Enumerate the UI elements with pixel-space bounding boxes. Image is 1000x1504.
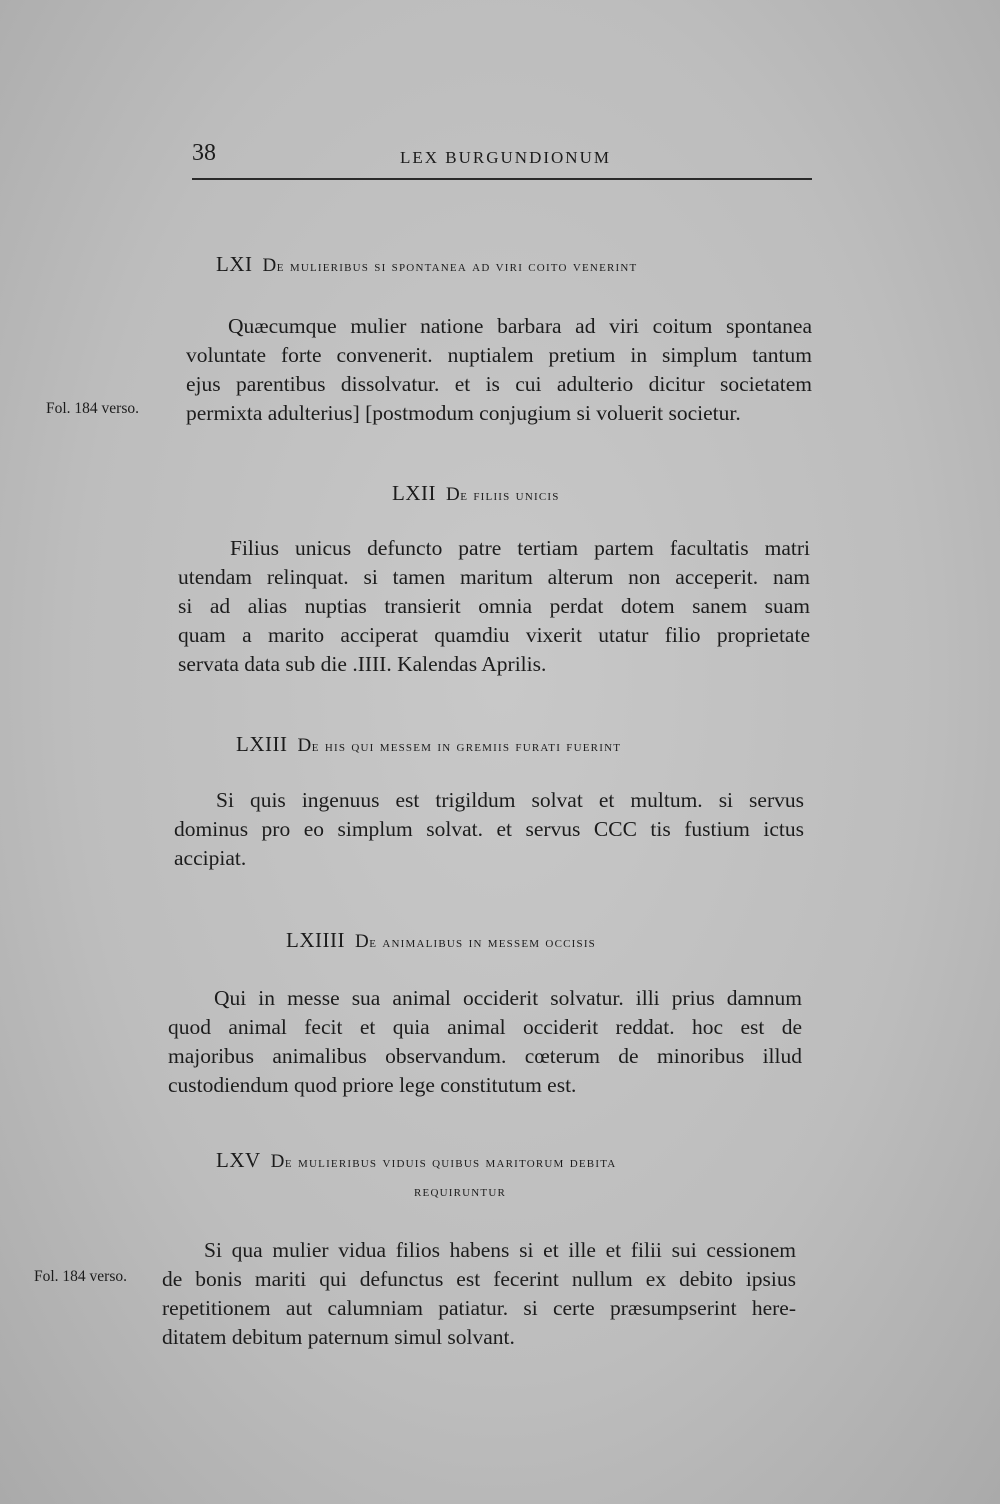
text-line: voluntate forte convenerit. nuptialem pretium in simplum tantum (186, 343, 812, 367)
section-heading-lxi (216, 252, 637, 277)
text-line: Quæcumque mulier natione barbara ad viri coitum spontanea (228, 314, 812, 338)
section-number: LXII (392, 481, 436, 505)
section-title: e mulieribus viduis quibus maritorum debita (284, 1154, 617, 1171)
section-text-lxii (178, 534, 810, 679)
margin-note: Fol. 184 verso. (34, 1268, 127, 1285)
section-heading-lxii (392, 481, 560, 506)
section-title-initial: D (270, 1151, 285, 1172)
text-line: repetitionem aut calumniam patiatur. si certe præsumpserint here- (162, 1296, 796, 1320)
text-line: Qui in messe sua animal occiderit solvatur. illi prius damnum (214, 986, 802, 1010)
text-line: servata data sub die .IIII. Kalendas Aprilis. (178, 652, 547, 676)
section-number: LXIIII (286, 928, 345, 952)
section-heading-lxv-line2 (414, 1180, 506, 1202)
section-title-initial: D (262, 255, 277, 276)
text-line: Si qua mulier vidua filios habens si et ille et filii sui cessionem (204, 1238, 796, 1262)
section-heading-lxv (216, 1148, 616, 1173)
text-line: dominus pro eo simplum solvat. et servus CCC tis fustium ictus (174, 817, 804, 841)
section-number: LXIII (236, 732, 288, 756)
text-line: ejus parentibus dissolvatur. et is cui adulterio dicitur societatem (186, 372, 812, 396)
section-title: e animalibus in messem occisis (369, 934, 596, 951)
section-title-initial: D (297, 735, 312, 756)
section-title-continuation: requiruntur (414, 1183, 507, 1200)
text-line: custodiendum quod priore lege constitutum est. (168, 1073, 577, 1097)
page-number: 38 (192, 140, 216, 166)
section-text-lxi (186, 312, 812, 428)
text-line: permixta adulterius] [postmodum conjugium si voluerit societur. (186, 401, 741, 425)
section-title: e filiis unicis (460, 487, 560, 504)
text-line: quod animal fecit et quia animal occiderit reddat. hoc est de (168, 1015, 802, 1039)
section-title: e mulieribus si spontanea ad viri coito venerint (276, 258, 638, 275)
header-rule (192, 178, 812, 180)
section-text-lxiiii (168, 984, 802, 1100)
text-line: Filius unicus defuncto patre tertiam partem facultatis matri (230, 536, 810, 560)
section-number: LXI (216, 252, 253, 276)
section-title: e his qui messem in gremiis furati fuerint (311, 738, 622, 755)
margin-note: Fol. 184 verso. (46, 400, 139, 417)
section-text-lxiii (174, 786, 804, 873)
section-title-initial: D (445, 484, 461, 505)
section-title-initial: D (354, 931, 370, 952)
running-title: LEX BURGUNDIONUM (400, 148, 611, 167)
section-heading-lxiiii (286, 928, 596, 953)
text-line: ditatem debitum paternum simul solvant. (162, 1325, 515, 1349)
section-heading-lxiii (236, 732, 621, 757)
text-line: majoribus animalibus observandum. cœterum de minoribus illud (168, 1044, 802, 1068)
text-line: de bonis mariti qui defunctus est fecerint nullum ex debito ipsius (162, 1267, 796, 1291)
text-line: accipiat. (174, 846, 247, 870)
section-number: LXV (216, 1148, 261, 1172)
text-line: utendam relinquat. si tamen maritum alterum non acceperit. nam (178, 565, 810, 589)
text-line: quam a marito acciperat quamdiu vixerit utatur filio proprietate (178, 623, 810, 647)
section-text-lxv (162, 1236, 796, 1352)
text-line: si ad alias nuptias transierit omnia perdat dotem sanem suam (178, 594, 810, 618)
text-line: Si quis ingenuus est trigildum solvat et multum. si servus (216, 788, 804, 812)
